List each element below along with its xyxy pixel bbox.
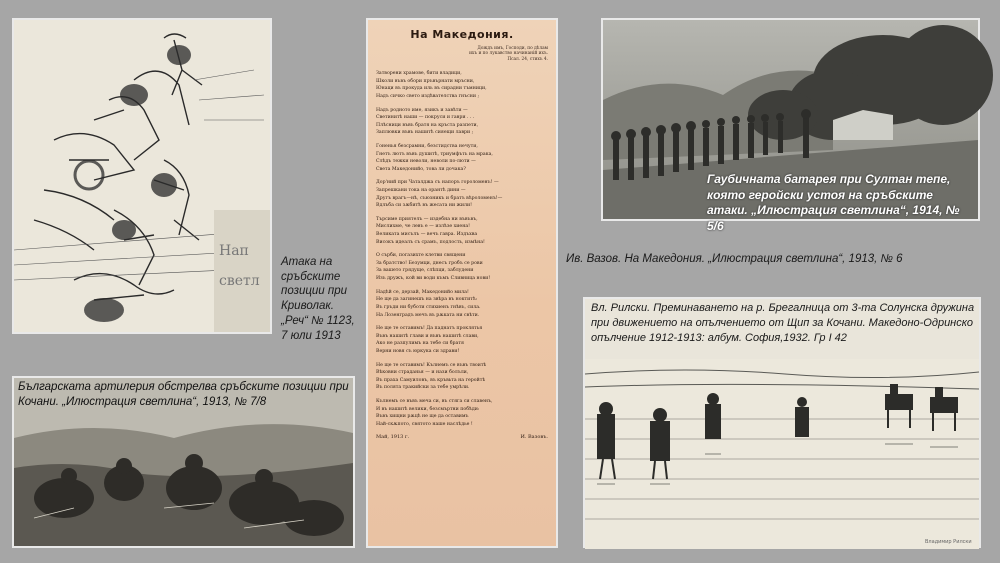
river-crossing-drawing (585, 359, 979, 549)
poem-stanza: Надъ родното име, язикъ и завѣти — Светинитѣ наши — покруси и гаври . . . Плѣсници въвъ братя на кръста разпети, Заплювки въвъ нашитѣ сияещи лаври ; (376, 107, 479, 136)
poem-stanza: О сърби, погазихте клетви священи За братство! Безумци, днесъ гробъ се рови За вашето грядуще, слѣпци, заблудени Изъ дружъ, кой ви води къмъ Сливница нови! (376, 253, 491, 282)
battle-sketch-image (12, 18, 272, 334)
river-crossing-caption: Вл. Рилски. Преминаването на р. Брегалница от 3-та Солунска дружина при движението на опълчението от Щип за Кочани. Македоно-Одринско опълчение 1912-1913: албум. София,1932. Гр I 42 (591, 302, 975, 344)
battle-sketch-drawing (14, 20, 270, 332)
poem-stanza: Кълнемъ се въвъ меча си, въ стяга си славенъ, И въ нашитѣ велики, безсмъртни побѣди: Въвъ хищни рѫцѣ не ще да оставимъ Най-скѫпото, святото наше наслѣдье ! (376, 399, 493, 427)
poem-stanza: Надѣй се, дерзай, Македонийо мила! Не ще да загинешъ на звѣра въ ноктитѣ: Въ гръди ни буботи стихиенъ гнѣвъ, сила. На Лозенградъ мечъ въ рѫката ни свѣти. (376, 289, 481, 318)
poem-signature (376, 434, 548, 440)
poem-title: На Македония. (410, 28, 514, 41)
poem-stanza: Затворени храмове, бити владици, Школи въвъ обори пръвърнати мръсни, Юнаци въ прокуда иль въ сирадни тъмници, Надъ сичко свето издѣвателства гнъсни ; (376, 71, 487, 99)
artillery-caption: Българската артилерия обстрелва сръбските позиции при Кочани. „Илюстрация светлина“, 1913, № 7/8 (18, 381, 349, 408)
battery-photo-caption: Гаубичната батарея при Султан тепе, която геройски устоя на сръбските атаки. „Илюстрация светлина“, 1914, № 5/6 (707, 172, 960, 233)
svg-text:Нап: Нап (219, 243, 249, 259)
river-crossing-image (583, 297, 981, 548)
artillery-image (12, 376, 355, 548)
battle-sketch-caption: Атака на сръбските позиции при Криволак. „Реч“ № 1123, 7 юли 1913 (281, 256, 355, 342)
svg-text:светл: светл (219, 273, 260, 289)
battery-photo (601, 18, 980, 233)
poem-epigraph: Дождъ имъ, Господи, по дѣлам ихъ и по лукавство начинаній ихъ. Псал. 24, стихъ 4. (469, 46, 548, 62)
poem-stanza: Не ще те оставимъ! Кълнемъ се въвъ твоитѣ Вѣковни страданья — и нази болъли, Въ праха Самуиловъ, въ кръвьта на геройтѣ Въ полята тракийски за тебе умрѣли. (376, 362, 487, 391)
poem-stanza: Търсиме приятелъ — издебна ни въвъвъ, Мислихме, че левъ е — излѣзе хиена! Великата мисълъ — вечъ гавра. Издъхва Високъ идеалъ съ срамъ, подлость, измѣна! (376, 216, 485, 245)
poem-clipping (366, 18, 558, 548)
poem-stanza: Гоненья безсрамни, безстидства нечути, Гнетъ лютъ въвъ душитѣ, триумфъть на мрака, Слѣдъ тежки неволи, неволи по-люти — Света Македонийо, това ли дочака? (376, 143, 493, 172)
poem-caption: Ив. Вазов. На Македония. „Илюстрация светлина“, 1913, № 6 (566, 253, 903, 265)
poem-author: И. Вазовъ. (520, 434, 548, 441)
poem-stanza: Не ще те оставимъ! Да паднатъ проклятья Въвъ нашитѣ глави и въвъ нашитѣ слави, Ако не разпулимъ на тебе си братя Верни новя съ юркука си здрави! (376, 326, 483, 354)
svg-text:Владимир Рилски: Владимир Рилски (925, 539, 972, 545)
poem-stanza: Дор'ний при Чаталджа съ напоръ гороломенъ! — Запрешкани тока на орантѣ дини — Другъ врагъ—нѣ, съюзникъ и братъ вѣроломенъ!— Вдлъба си зѫбитѣ въ жесата ни жили! (376, 180, 503, 209)
poem-date: Май, 1913 г. (376, 434, 410, 441)
